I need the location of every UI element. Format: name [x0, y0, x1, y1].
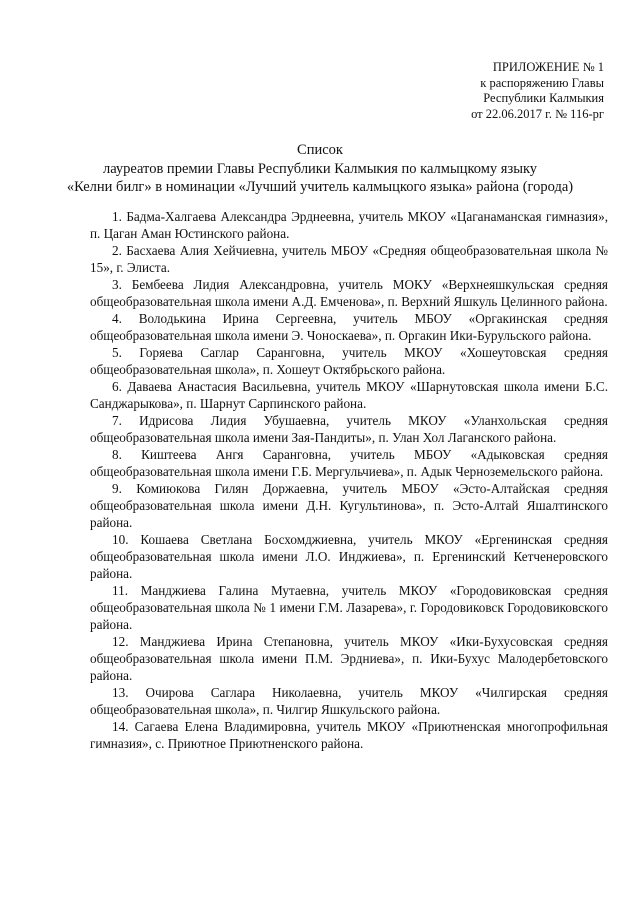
document-subtitle-line-1: лауреатов премии Главы Республики Калмыкия по калмыцкому языку: [102, 160, 538, 177]
list-item: 13. Очирова Саглара Николаевна, учитель МКОУ «Чилгирская средняя общеобразовательная школа», п. Чилгир Яшкульского района.: [90, 685, 608, 717]
document-subtitle-line-2: «Келни билг» в номинации «Лучший учитель калмыцкого языка» района (города): [66, 179, 574, 195]
appendix-authority-line: Республики Калмыкия: [483, 91, 604, 105]
list-item: 1. Бадма-Халгаева Александра Эрднеевна, учитель МКОУ «Цаганаманская гимназия», п. Цаган Аман Юстинского района.: [90, 209, 608, 241]
appendix-header: [344, 60, 604, 122]
list-item: 6. Даваева Анастасия Васильевна, учитель МКОУ «Шарнутовская школа имени Б.С. Санджарыкова», п. Шарнут Сарпинского района.: [90, 379, 608, 411]
document-title: Список: [297, 142, 343, 158]
laureates-list: [90, 208, 608, 752]
list-item: 4. Володькина Ирина Сергеевна, учитель МБОУ «Оргакинская средняя общеобразовательная школа имени Э. Чоноскаева», п. Оргакин Ики-Бурульского района.: [90, 311, 608, 343]
appendix-order-line: к распоряжению Главы: [480, 75, 604, 90]
list-item: 9. Комиюкова Гилян Доржаевна, учитель МБОУ «Эсто-Алтайская средняя общеобразовательная школа имени Д.Н. Кугультинова», п. Эсто-Алтай Яшалтинского района.: [90, 481, 608, 530]
document-title-block: [0, 141, 640, 197]
list-item: 11. Манджиева Галина Мутаевна, учитель МКОУ «Городовиковская средняя общеобразовательная школа № 1 имени Г.М. Лазарева», г. Городовиковск Городовиковского района.: [90, 583, 608, 632]
list-item: 3. Бембеева Лидия Александровна, учитель МОКУ «Верхнеяшкульская средняя общеобразовательная школа имени А.Д. Емченова», п. Верхний Яшкуль Целинного района.: [90, 277, 608, 309]
list-item: 12. Манджиева Ирина Степановна, учитель МКОУ «Ики-Бухусовская средняя общеобразовательная школа имени П.М. Эрдниева», п. Ики-Бухус Малодербетовского района.: [90, 634, 608, 683]
list-item: 5. Горяева Саглар Саранговна, учитель МКОУ «Хошеутовская средняя общеобразовательная школа», п. Хошеут Октябрьского района.: [90, 345, 608, 377]
appendix-date-line: от 22.06.2017 г. № 116-рг: [471, 106, 604, 121]
list-item: 7. Идрисова Лидия Убушаевна, учитель МКОУ «Уланхольская средняя общеобразовательная школа имени Зая-Пандиты», п. Улан Хол Лаганского района.: [90, 413, 608, 445]
list-item: 2. Басхаева Алия Хейчиевна, учитель МБОУ «Средняя общеобразовательная школа № 15», г. Элиста.: [90, 243, 608, 275]
list-item: 8. Киштеева Ангя Саранговна, учитель МБОУ «Адыковская средняя общеобразовательная школа имени Г.Б. Мергульчиева», п. Адык Черноземельского района.: [90, 447, 608, 479]
list-item: 10. Кошаева Светлана Босхомджиевна, учитель МКОУ «Ергенинская средняя общеобразовательная школа имени Л.О. Инджиева», п. Ергенинский Кетченеровского района.: [90, 532, 608, 581]
list-item: 14. Сагаева Елена Владимировна, учитель МКОУ «Приютненская многопрофильная гимназия», с. Приютное Приютненского района.: [90, 719, 608, 751]
appendix-number: ПРИЛОЖЕНИЕ № 1: [492, 60, 604, 74]
